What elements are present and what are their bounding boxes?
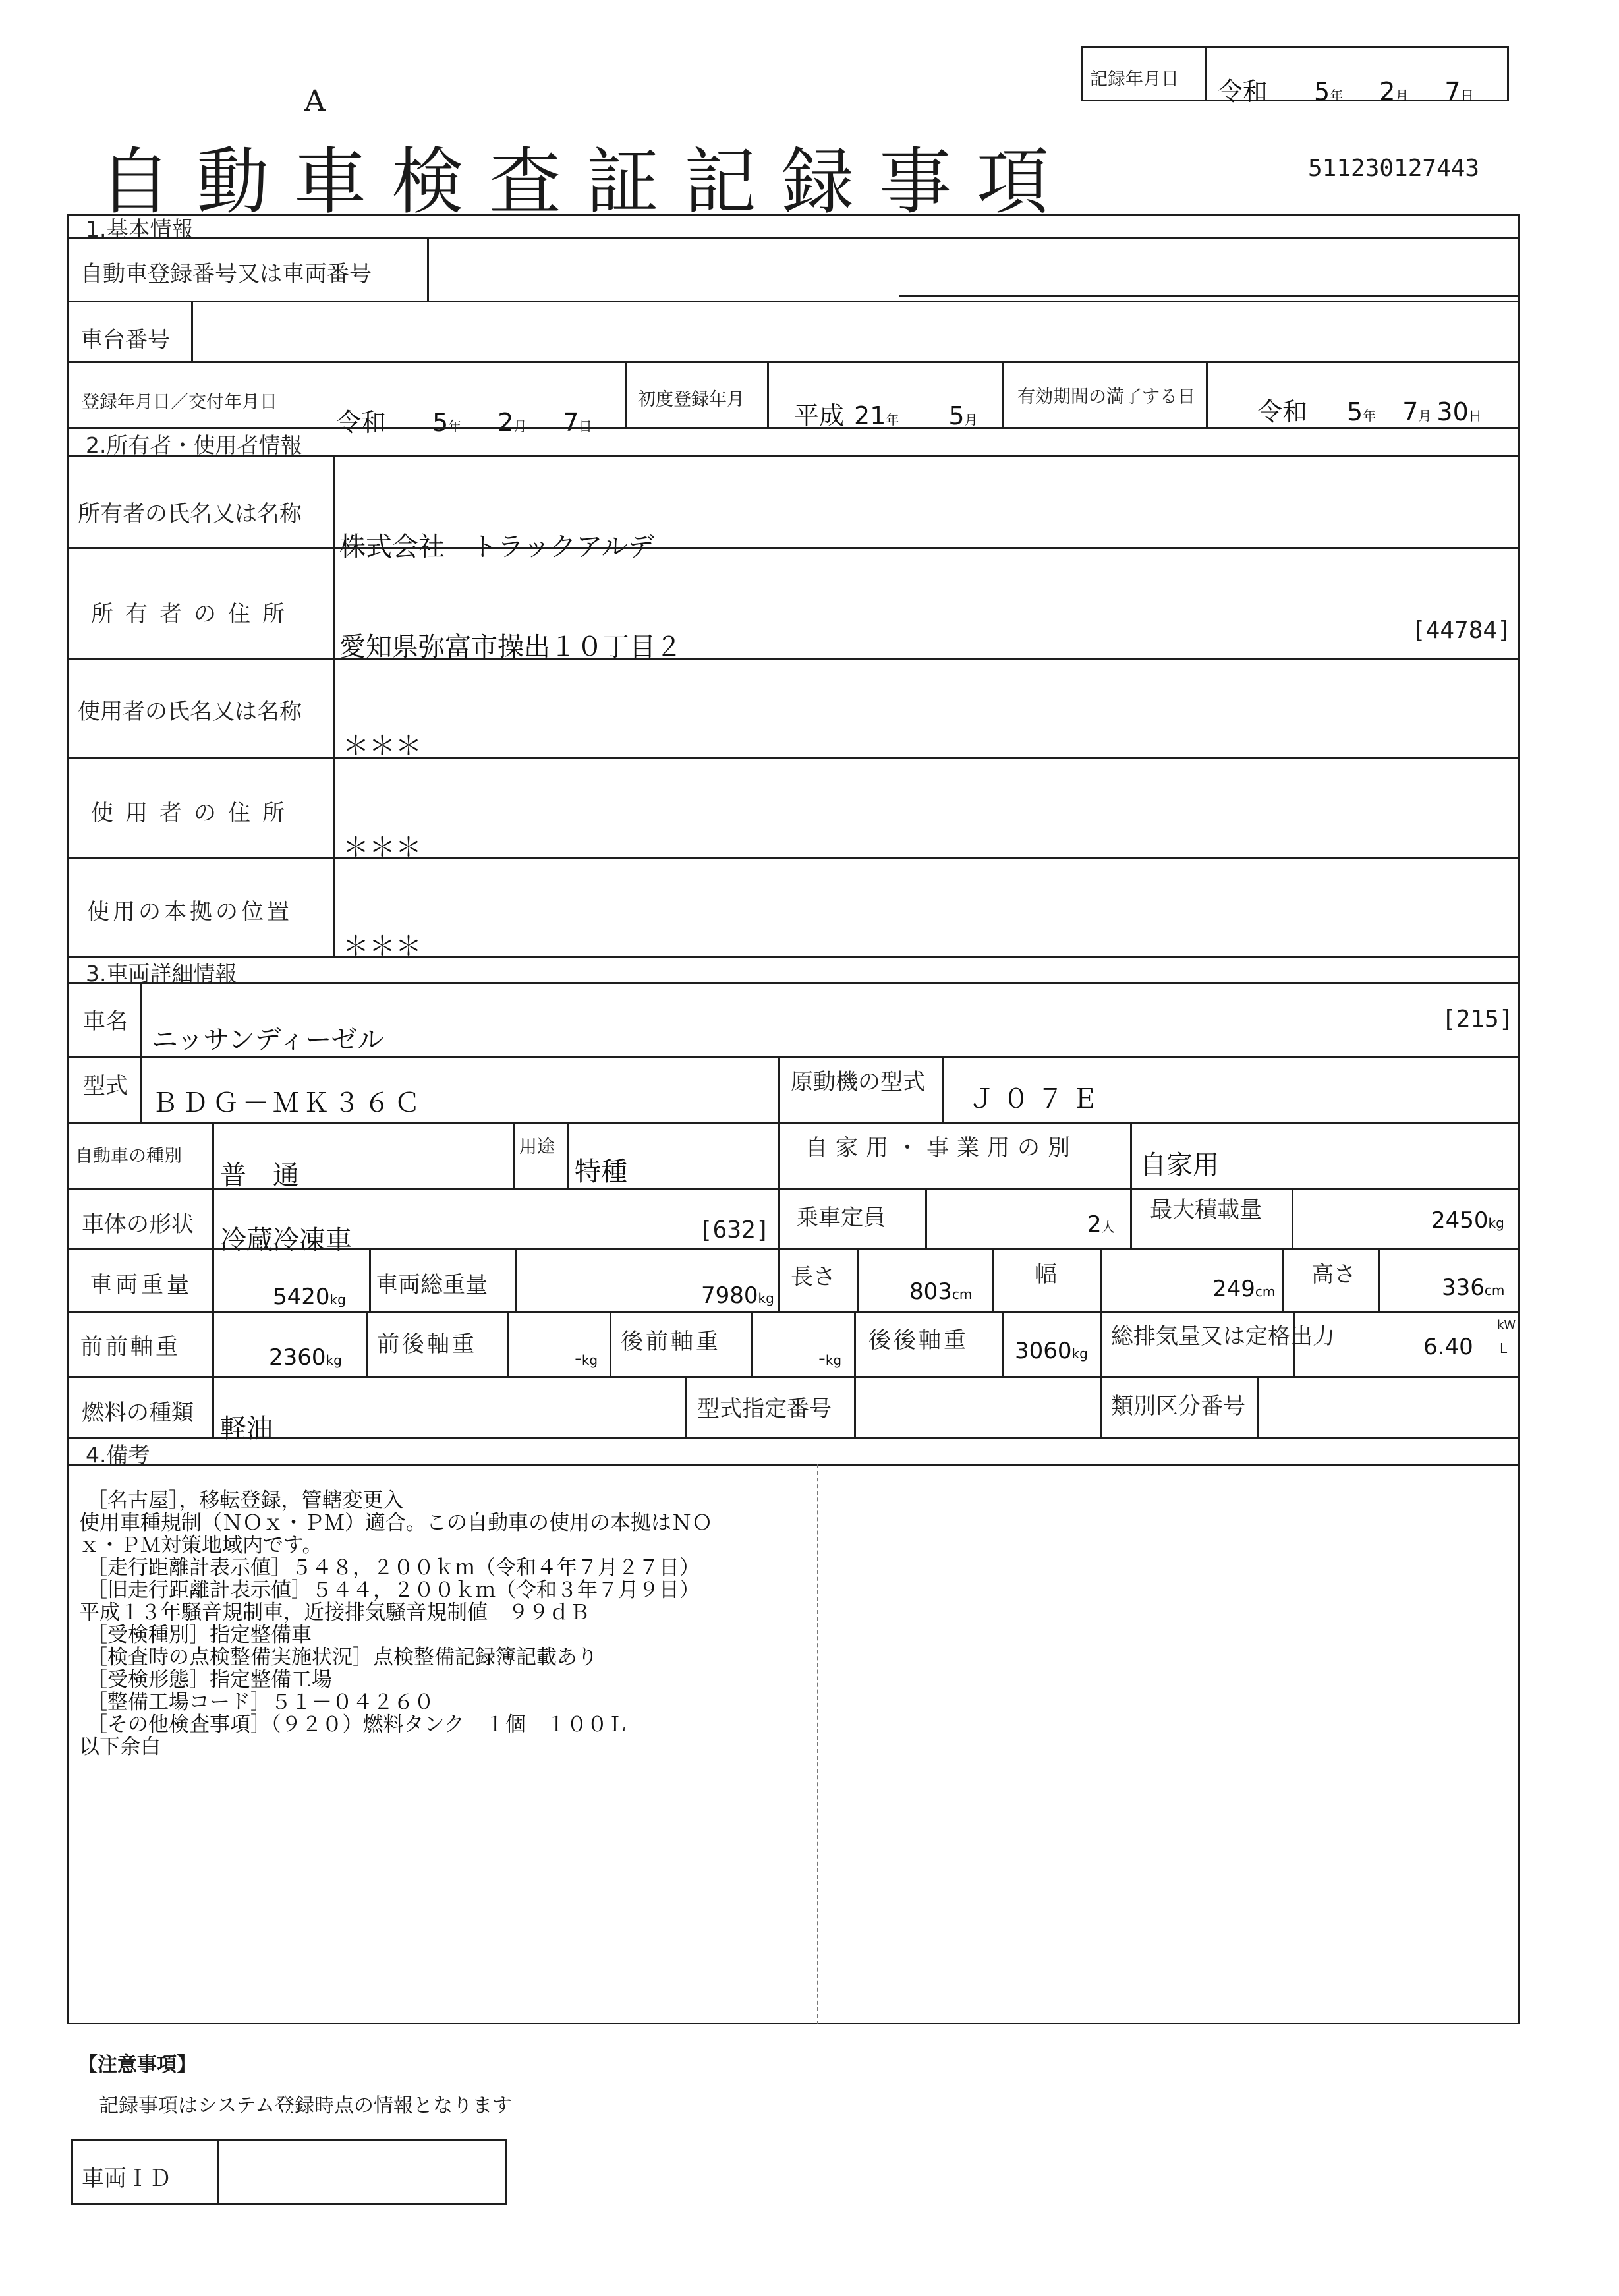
engine-label: 原動機の型式 <box>791 1069 925 1095</box>
reg-number-label: 自動車登録番号又は車両番号 <box>80 261 372 287</box>
remarks-line: 使用車種規制（ＮＯｘ・ＰＭ）適合。この自動車の使用の本拠はＮＯ <box>79 1511 712 1535</box>
reg-date-value: 令和 5年 2月 7日 <box>336 408 592 437</box>
reg-date-label: 登録年月日／交付年月日 <box>82 392 277 413</box>
capacity-value: 2人 <box>1087 1211 1115 1238</box>
displacement-unit-l: L <box>1500 1340 1508 1356</box>
private-business-label: 自家用・事業用の別 <box>805 1135 1078 1161</box>
fr-axle-label: 前後軸重 <box>377 1331 477 1358</box>
remarks-line: ［受検形態］指定整備工場 <box>87 1668 332 1692</box>
vehicle-name-label: 車名 <box>83 1008 128 1035</box>
owner-name-value: 株式会社 トラックアルデ <box>339 532 654 562</box>
max-load-value: 2450kg <box>1431 1207 1504 1234</box>
remarks-line: ［名古屋］，移転登録，管轄変更入 <box>87 1489 404 1512</box>
model-value: ＢＤＧ－ＭＫ３６Ｃ <box>152 1088 424 1118</box>
section-remarks: 4.備考 <box>86 1442 150 1468</box>
remarks-line: ［検査時の点検整備実施状況］点検整備記録簿記載あり <box>87 1646 598 1669</box>
section-vehicle: 3.車両詳細情報 <box>86 961 237 987</box>
owner-address-value: 愛知県弥富市操出１０丁目２ <box>339 632 682 662</box>
use-label: 用途 <box>519 1137 555 1157</box>
displacement-unit-kw: kW <box>1497 1318 1516 1332</box>
body-code: [632] <box>698 1217 770 1244</box>
body-value: 冷蔵冷凍車 <box>220 1225 352 1255</box>
remarks-line: ［整備工場コード］５１－０４２６０ <box>87 1690 434 1714</box>
remarks-line: ［受検種別］指定整備車 <box>87 1623 312 1647</box>
private-business-value: 自家用 <box>1140 1150 1219 1180</box>
width-value: 249cm <box>1212 1276 1276 1302</box>
ff-axle-value: 2360kg <box>269 1344 342 1371</box>
notes-title: 【注意事項】 <box>78 2053 196 2077</box>
remarks-line: ｘ・ＰＭ対策地域内です。 <box>79 1534 323 1557</box>
base-value: ＊＊＊ <box>343 931 422 961</box>
user-address-label: 使用者の住所 <box>91 800 297 826</box>
type-designation-label: 型式指定番号 <box>697 1396 832 1422</box>
length-value: 803cm <box>909 1278 973 1305</box>
document-number: 511230127443 <box>1308 155 1480 182</box>
ff-axle-label: 前前軸重 <box>80 1334 181 1360</box>
section-basic: 1.基本情報 <box>86 216 194 242</box>
rf-axle-value: -kg <box>818 1347 842 1370</box>
kind-value: 普 通 <box>220 1161 299 1191</box>
gross-weight-label: 車両総重量 <box>376 1272 488 1298</box>
engine-value: Ｊ０７Ｅ <box>969 1084 1106 1114</box>
weight-label: 車両重量 <box>90 1272 192 1298</box>
vehicle-id-label: 車両ＩＤ <box>82 2166 171 2192</box>
displacement-value: 6.40 <box>1423 1334 1473 1360</box>
remarks-line: ［走行距離計表示値］５４８，２００ｋｍ（令和４年７月２７日） <box>87 1556 700 1580</box>
owner-address-label: 所有者の住所 <box>91 601 297 627</box>
weight-value: 5420kg <box>273 1284 346 1310</box>
rr-axle-value: 3060kg <box>1015 1338 1088 1364</box>
rf-axle-label: 後前軸重 <box>621 1329 721 1355</box>
width-label: 幅 <box>1035 1261 1057 1288</box>
displacement-label: 総排気量又は定格出力 <box>1111 1323 1335 1350</box>
owner-name-label: 所有者の氏名又は名称 <box>78 501 302 527</box>
vehicle-name-value: ニッサンディーゼル <box>152 1025 384 1055</box>
expiry-value: 令和 5年 7月 30日 <box>1257 397 1482 426</box>
chassis-label: 車台番号 <box>80 327 170 353</box>
remarks-line: 平成１３年騒音規制車，近接排気騒音規制値 ９９ｄＢ <box>79 1601 590 1624</box>
owner-code: [44784] <box>1411 617 1512 644</box>
capacity-label: 乗車定員 <box>796 1205 886 1231</box>
user-address-value: ＊＊＊ <box>343 832 422 863</box>
section-owner: 2.所有者・使用者情報 <box>86 432 302 458</box>
gross-weight-value: 7980kg <box>701 1282 774 1309</box>
class-label: 類別区分番号 <box>1111 1393 1245 1420</box>
rr-axle-label: 後後軸重 <box>868 1327 969 1354</box>
height-value: 336cm <box>1442 1275 1505 1301</box>
remarks-line: ［その他検査事項］（９２０）燃料タンク １個 １００Ｌ <box>87 1713 628 1736</box>
first-reg-value: 平成 21年 5月 <box>794 401 978 430</box>
body-label: 車体の形状 <box>82 1211 194 1238</box>
fuel-label: 燃料の種類 <box>82 1400 194 1426</box>
record-date-label: 記録年月日 <box>1090 69 1179 90</box>
user-name-value: ＊＊＊ <box>343 731 422 761</box>
kind-label: 自動車の種別 <box>75 1146 182 1166</box>
first-reg-label: 初度登録年月 <box>638 389 745 410</box>
notes-text: 記録事項はシステム登録時点の情報となります <box>99 2094 512 2117</box>
max-load-label: 最大積載量 <box>1150 1197 1262 1223</box>
model-label: 型式 <box>83 1073 128 1099</box>
length-label: 長さ <box>791 1264 836 1290</box>
remarks-text <box>79 1489 812 1759</box>
expiry-label: 有効期間の満了する日 <box>1017 387 1195 407</box>
remarks-line: 以下余白 <box>79 1735 161 1759</box>
base-label: 使用の本拠の位置 <box>87 899 293 925</box>
use-value: 特種 <box>575 1157 627 1187</box>
fr-axle-value: -kg <box>575 1347 598 1370</box>
vehicle-name-code: [215] <box>1442 1006 1514 1033</box>
record-date-value: 令和 5年 2月 7日 <box>1218 77 1474 106</box>
user-name-label: 使用者の氏名又は名称 <box>78 699 302 725</box>
fuel-value: 軽油 <box>220 1414 273 1444</box>
remarks-line: ［旧走行距離計表示値］５４４，２００ｋｍ（令和３年７月９日） <box>87 1578 700 1602</box>
letter-a: A <box>304 84 326 118</box>
height-label: 高さ <box>1311 1261 1356 1288</box>
page-title: 自動車検査証記録事項 <box>99 140 1074 224</box>
